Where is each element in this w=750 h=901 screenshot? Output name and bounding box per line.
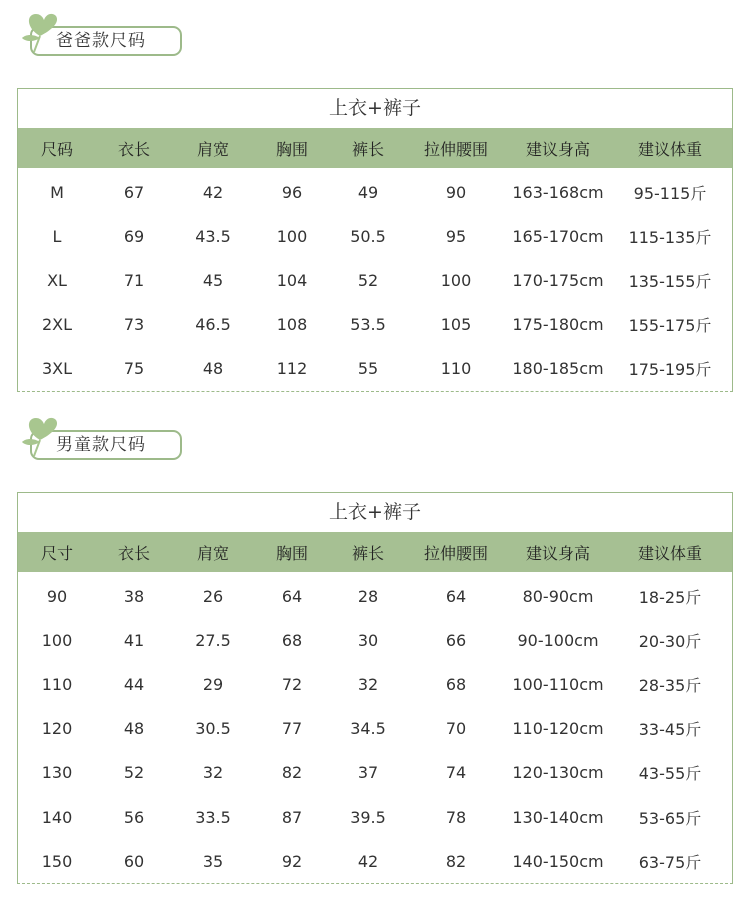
table-cell: 110 bbox=[440, 359, 472, 379]
table-cell: 75 bbox=[123, 359, 145, 379]
table-cell: 39.5 bbox=[350, 807, 386, 827]
table-cell: 130-140cm bbox=[512, 807, 604, 827]
table-cell: 18-25斤 bbox=[638, 587, 702, 607]
table-cell: 70 bbox=[445, 719, 467, 739]
table-cell: 64 bbox=[445, 586, 467, 606]
table-cell: 100 bbox=[440, 270, 472, 290]
header-cell: 肩宽 bbox=[196, 543, 229, 563]
table-cell: 20-30斤 bbox=[638, 631, 702, 651]
table-cell: 33-45斤 bbox=[638, 720, 702, 740]
table-cell: 120 bbox=[41, 719, 73, 739]
table-row bbox=[18, 258, 732, 302]
table-cell: 155-175斤 bbox=[628, 316, 712, 336]
table-title: 上衣+裤子 bbox=[329, 97, 421, 119]
table-cell: 68 bbox=[281, 630, 303, 650]
table-cell: 73 bbox=[123, 315, 145, 335]
table-row bbox=[18, 618, 732, 662]
table-cell: 150 bbox=[41, 851, 73, 871]
table-cell: 43.5 bbox=[195, 226, 231, 246]
table-cell: 72 bbox=[281, 674, 303, 694]
table-cell: 45 bbox=[202, 270, 224, 290]
table-cell: 56 bbox=[123, 807, 145, 827]
table-cell: 34.5 bbox=[350, 719, 386, 739]
table-cell: 28-35斤 bbox=[638, 675, 702, 695]
header-cell: 裤长 bbox=[351, 139, 384, 159]
table-row bbox=[18, 662, 732, 706]
size-table-dad bbox=[17, 88, 733, 392]
header-cell: 裤长 bbox=[351, 543, 384, 563]
table-cell: 108 bbox=[276, 315, 308, 335]
header-cell: 拉伸腰围 bbox=[423, 139, 488, 159]
table-cell: 165-170cm bbox=[512, 226, 604, 246]
table-title: 上衣+裤子 bbox=[329, 501, 421, 523]
table-cell: 96 bbox=[281, 182, 303, 202]
table-cell: 82 bbox=[445, 851, 467, 871]
tag-label: 男童款尺码 bbox=[56, 435, 146, 455]
heart-leaf-icon bbox=[16, 8, 76, 58]
table-cell: 104 bbox=[276, 270, 308, 290]
table-cell: 135-155斤 bbox=[628, 271, 712, 291]
table-cell: 105 bbox=[440, 315, 472, 335]
header-cell: 胸围 bbox=[275, 139, 308, 159]
table-cell: 2XL bbox=[41, 315, 73, 335]
table-cell: 120-130cm bbox=[512, 763, 604, 783]
table-row bbox=[18, 170, 732, 214]
table-cell: 175-180cm bbox=[512, 315, 604, 335]
table-cell: M bbox=[50, 182, 64, 202]
table-cell: 26 bbox=[202, 586, 224, 606]
table-cell: 55 bbox=[357, 359, 379, 379]
table-cell: 110 bbox=[41, 674, 73, 694]
table-cell: 29 bbox=[202, 674, 224, 694]
table-cell: 3XL bbox=[41, 359, 73, 379]
table-cell: 170-175cm bbox=[512, 270, 604, 290]
table-cell: 90 bbox=[445, 182, 467, 202]
table-cell: 28 bbox=[357, 586, 379, 606]
table-cell: 95-115斤 bbox=[633, 183, 707, 203]
header-cell: 建议身高 bbox=[525, 139, 590, 159]
table-cell: 112 bbox=[276, 359, 308, 379]
table-cell: 82 bbox=[281, 763, 303, 783]
table-row bbox=[18, 839, 732, 883]
table-row bbox=[18, 214, 732, 258]
header-cell: 尺寸 bbox=[40, 543, 73, 563]
table-cell: 63-75斤 bbox=[638, 852, 702, 872]
table-cell: 30.5 bbox=[195, 719, 231, 739]
table-header bbox=[18, 128, 732, 168]
header-cell: 建议体重 bbox=[637, 543, 702, 563]
table-cell: 48 bbox=[202, 359, 224, 379]
header-cell: 衣长 bbox=[117, 543, 150, 563]
table-cell: 32 bbox=[202, 763, 224, 783]
table-cell: 33.5 bbox=[195, 807, 231, 827]
table-cell: 90-100cm bbox=[517, 630, 599, 650]
table-cell: 69 bbox=[123, 226, 145, 246]
table-cell: 100 bbox=[276, 226, 308, 246]
table-cell: 41 bbox=[123, 630, 145, 650]
table-cell: 37 bbox=[357, 763, 379, 783]
table-cell: 44 bbox=[123, 674, 145, 694]
size-table-boy bbox=[17, 492, 733, 884]
header-cell: 建议体重 bbox=[637, 139, 702, 159]
table-cell: 52 bbox=[357, 270, 379, 290]
table-cell: 87 bbox=[281, 807, 303, 827]
table-cell: 64 bbox=[281, 586, 303, 606]
table-cell: 140 bbox=[41, 807, 73, 827]
table-cell: 100 bbox=[41, 630, 73, 650]
table-cell: L bbox=[52, 226, 62, 246]
table-cell: 48 bbox=[123, 719, 145, 739]
table-cell: 163-168cm bbox=[512, 182, 604, 202]
table-cell: XL bbox=[47, 270, 67, 290]
heart-leaf-icon bbox=[16, 412, 76, 462]
table-cell: 46.5 bbox=[195, 315, 231, 335]
header-cell: 衣长 bbox=[117, 139, 150, 159]
table-row bbox=[18, 574, 732, 618]
table-cell: 68 bbox=[445, 674, 467, 694]
table-cell: 130 bbox=[41, 763, 73, 783]
table-cell: 42 bbox=[202, 182, 224, 202]
table-cell: 42 bbox=[357, 851, 379, 871]
table-cell: 60 bbox=[123, 851, 145, 871]
table-cell: 35 bbox=[202, 851, 224, 871]
table-cell: 67 bbox=[123, 182, 145, 202]
table-cell: 92 bbox=[281, 851, 303, 871]
table-cell: 90 bbox=[46, 586, 68, 606]
table-cell: 175-195斤 bbox=[628, 360, 712, 380]
header-cell: 建议身高 bbox=[525, 543, 590, 563]
table-row bbox=[18, 347, 732, 391]
table-cell: 180-185cm bbox=[512, 359, 604, 379]
table-row bbox=[18, 751, 732, 795]
table-cell: 52 bbox=[123, 763, 145, 783]
table-row bbox=[18, 795, 732, 839]
table-cell: 53-65斤 bbox=[638, 808, 702, 828]
table-cell: 80-90cm bbox=[522, 586, 594, 606]
table-cell: 50.5 bbox=[350, 226, 386, 246]
header-cell: 尺码 bbox=[40, 139, 73, 159]
header-cell: 肩宽 bbox=[196, 139, 229, 159]
table-cell: 49 bbox=[357, 182, 379, 202]
section-tag-boy bbox=[16, 412, 176, 462]
table-cell: 53.5 bbox=[350, 315, 386, 335]
table-header bbox=[18, 532, 732, 572]
table-cell: 100-110cm bbox=[512, 674, 604, 694]
table-cell: 140-150cm bbox=[512, 851, 604, 871]
table-body bbox=[18, 168, 732, 391]
table-cell: 71 bbox=[123, 270, 145, 290]
header-cell: 拉伸腰围 bbox=[423, 543, 488, 563]
table-cell: 66 bbox=[445, 630, 467, 650]
table-cell: 32 bbox=[357, 674, 379, 694]
table-cell: 77 bbox=[281, 719, 303, 739]
table-row bbox=[18, 303, 732, 347]
table-body bbox=[18, 572, 732, 883]
table-cell: 115-135斤 bbox=[628, 227, 712, 247]
table-cell: 43-55斤 bbox=[638, 764, 702, 784]
table-cell: 74 bbox=[445, 763, 467, 783]
table-cell: 110-120cm bbox=[512, 719, 604, 739]
section-tag-dad bbox=[16, 8, 176, 58]
table-row bbox=[18, 707, 732, 751]
header-cell: 胸围 bbox=[275, 543, 308, 563]
table-cell: 38 bbox=[123, 586, 145, 606]
table-cell: 27.5 bbox=[195, 630, 231, 650]
table-cell: 95 bbox=[445, 226, 467, 246]
tag-label: 爸爸款尺码 bbox=[56, 31, 146, 51]
table-cell: 78 bbox=[445, 807, 467, 827]
table-cell: 30 bbox=[357, 630, 379, 650]
